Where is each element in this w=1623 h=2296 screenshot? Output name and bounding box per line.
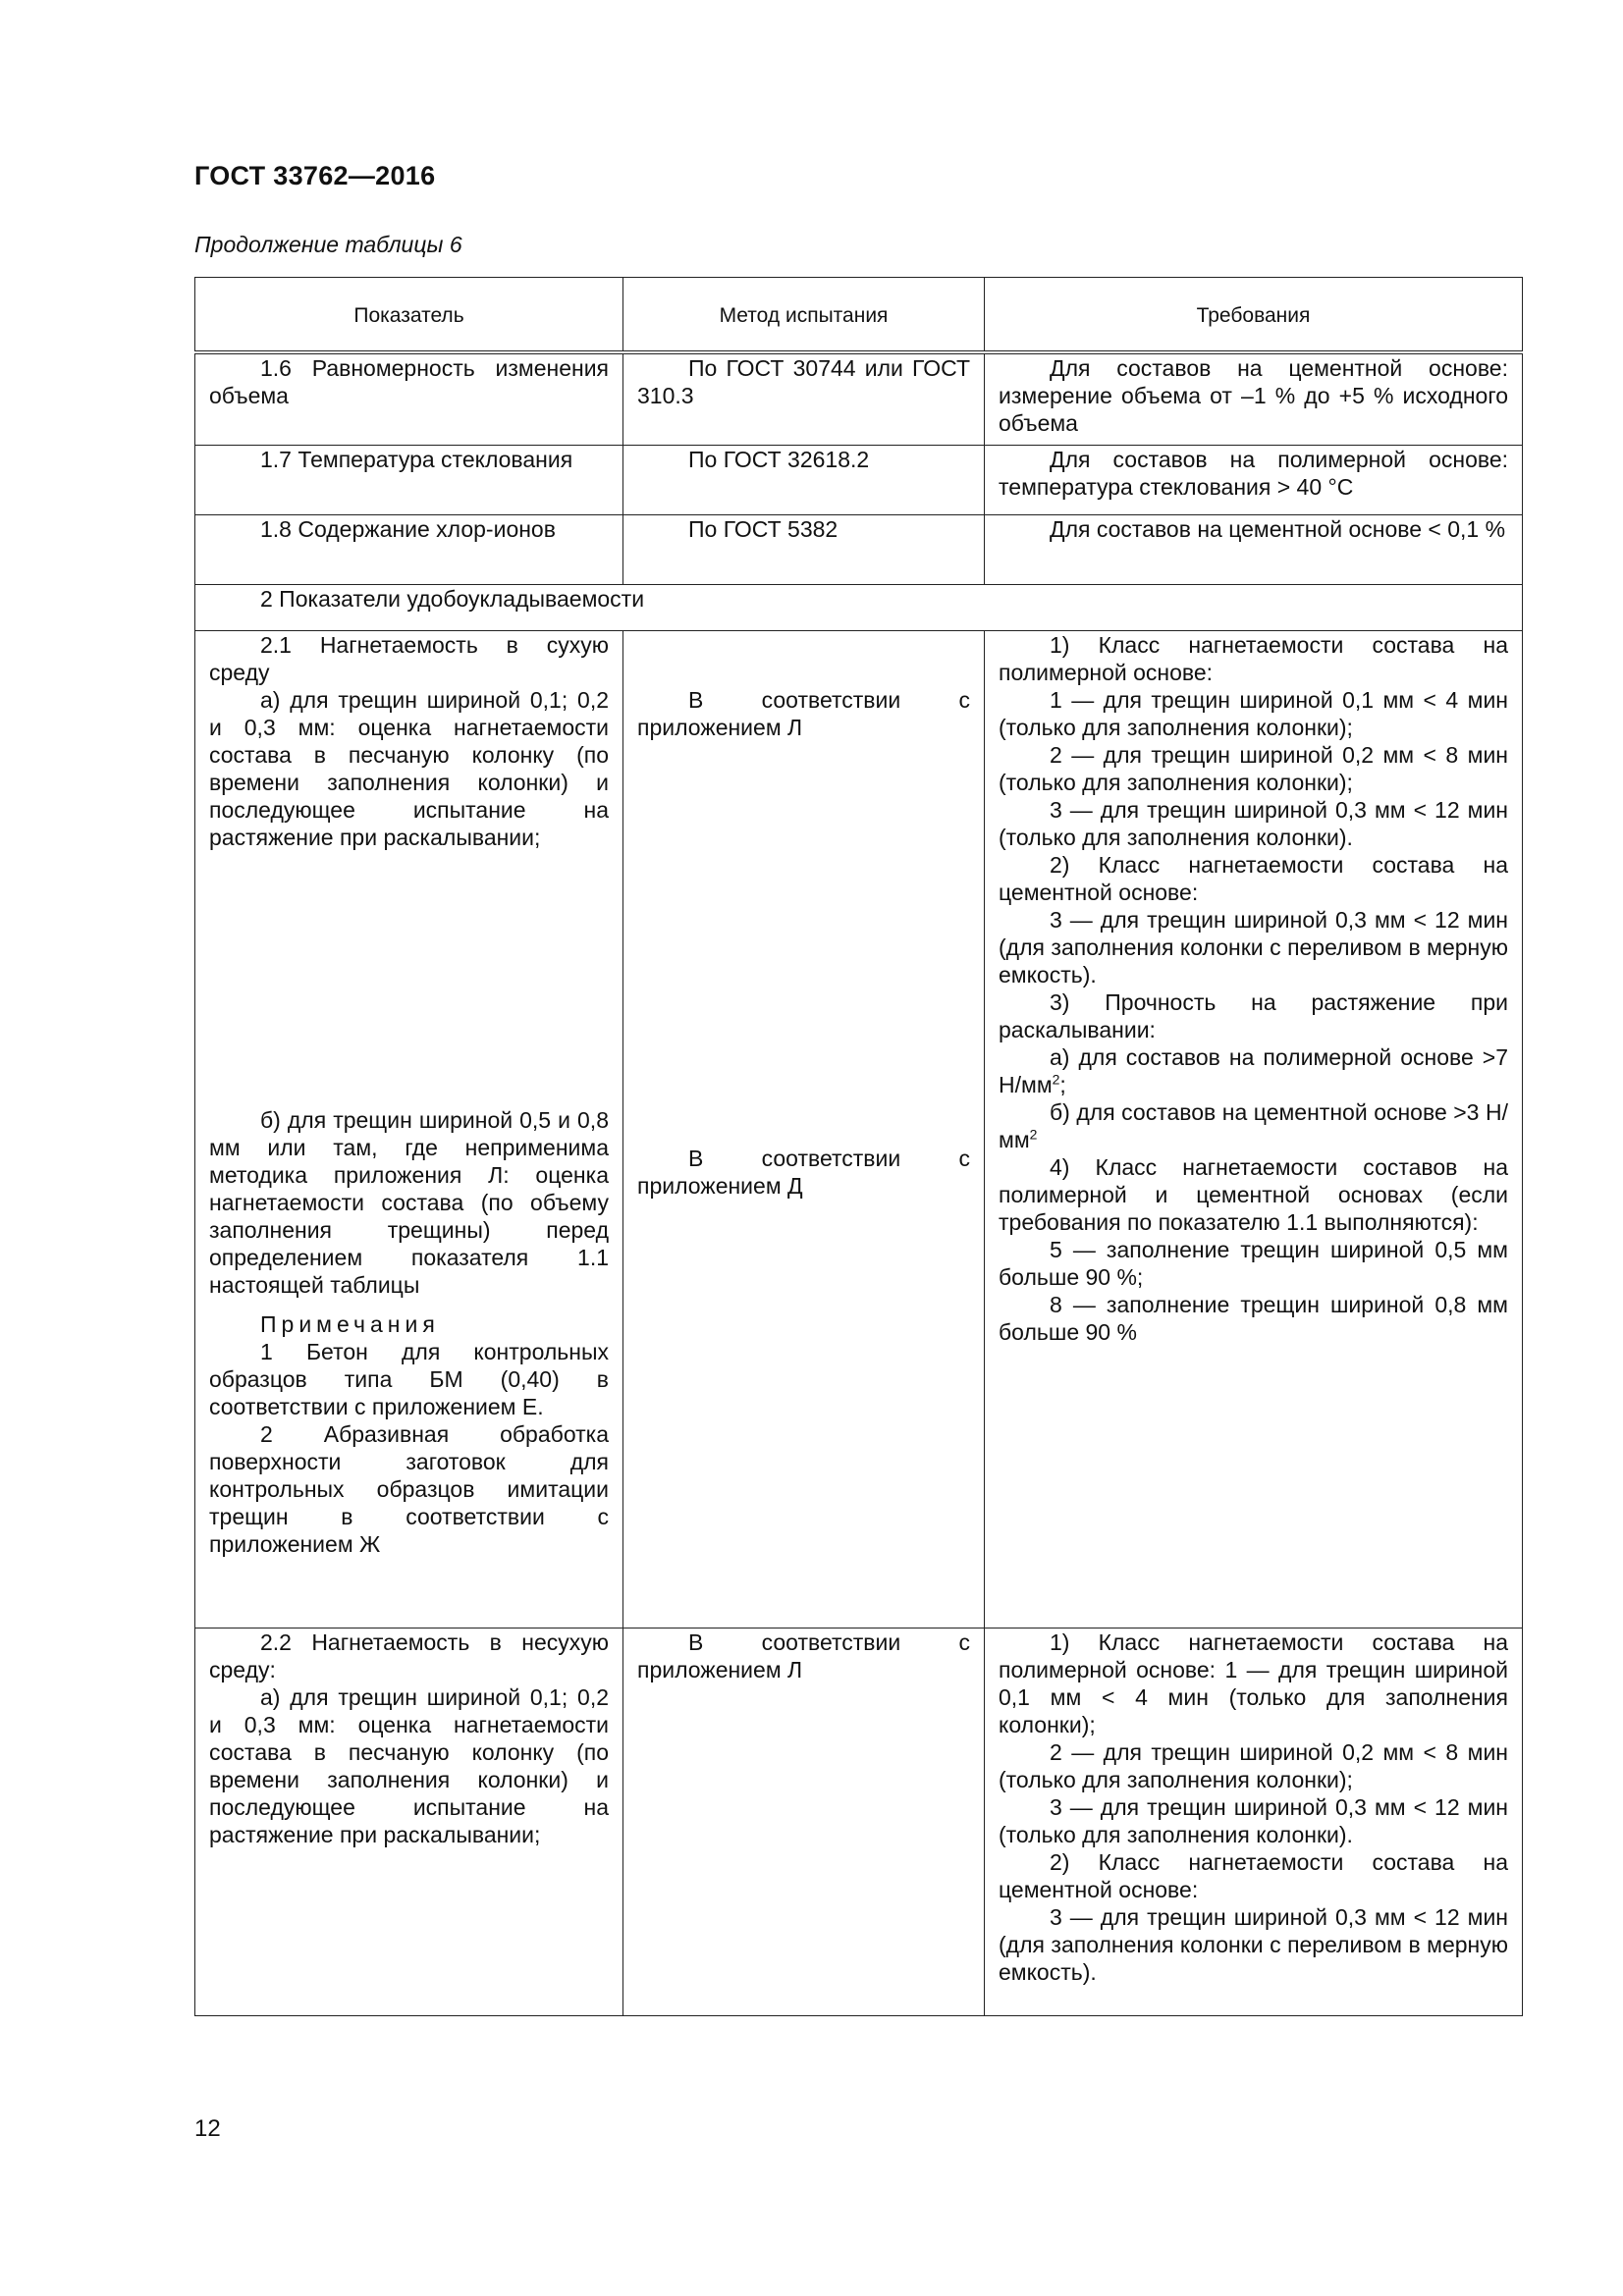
table-row: [195, 515, 1523, 585]
method-cell: По ГОСТ 5382: [688, 516, 839, 542]
requirement-cell: Для составов на полимерной основе: температура стеклования > 40 °С: [999, 447, 1508, 500]
indicator-item-a: а) для трещин шириной 0,1; 0,2 и 0,3 мм: оценка нагнетаемости состава в песчаную колонку (по времени заполнения колонки) и последующее испытание на растяжение при раскалывании;: [209, 687, 609, 850]
superscript: 2: [1052, 1071, 1060, 1088]
indicator-cell: 1.8 Содержание хлор-ионов: [260, 516, 556, 542]
indicator-cell: 1.6 Равномерность изменения объема: [209, 355, 609, 408]
method-cell: В соответствии с приложением Д: [637, 1146, 970, 1199]
note-item: 1 Бетон для контрольных образцов типа БМ (0,40) в соответствии с приложением Е.: [209, 1339, 609, 1419]
requirement-item: 1) Класс нагнетаемости состава на полимерной основе: 1 — для трещин шириной 0,1 мм < 4 мин (только для заполнения колонки);: [999, 1629, 1508, 1737]
table-row: [195, 446, 1523, 515]
requirement-item: 8 — заполнение трещин шириной 0,8 мм больше 90 %: [999, 1292, 1508, 1345]
indicator-item-b: б) для трещин шириной 0,5 и 0,8 мм или там, где неприменима методика приложения Л: оценка нагнетаемости состава (по объему заполнения трещины) перед определением показателя 1.1 настоящей таблицы: [209, 1107, 609, 1298]
requirement-item: [999, 1098, 1508, 1153]
table-row: [195, 631, 1523, 1629]
column-header-method: Метод испытания: [623, 278, 985, 353]
indicator-title: 2.1 Нагнетаемость в сухую среду: [209, 632, 609, 685]
requirement-item: 5 — заполнение трещин шириной 0,5 мм больше 90 %;: [999, 1237, 1508, 1290]
requirement-item: 3 — для трещин шириной 0,3 мм < 12 мин (для заполнения колонки с переливом в мерную емкость).: [999, 1904, 1508, 1985]
table-caption: Продолжение таблицы 6: [194, 232, 462, 257]
table-row: [195, 1629, 1523, 2016]
note-item: 2 Абразивная обработка поверхности заготовок для контрольных образцов имитации трещин в соответствии с приложением Ж: [209, 1421, 609, 1557]
indicator-cell: 1.7 Температура стеклования: [260, 447, 573, 472]
table-row: [195, 352, 1523, 446]
requirement-item: 3 — для трещин шириной 0,3 мм < 12 мин (только для заполнения колонки).: [999, 1794, 1508, 1847]
method-cell: По ГОСТ 30744 или ГОСТ 310.3: [637, 355, 970, 408]
indicator-item-a: а) для трещин шириной 0,1; 0,2 и 0,3 мм: оценка нагнетаемости состава в песчаную колонку (по времени заполнения колонки) и последующее испытание на растяжение при раскалывании;: [209, 1684, 609, 1847]
table-header-row: [195, 278, 1523, 353]
method-cell: По ГОСТ 32618.2: [688, 447, 870, 472]
requirement-text: ;: [1059, 1072, 1066, 1097]
section-row: [195, 585, 1523, 631]
method-cell: В соответствии с приложением Л: [637, 687, 970, 740]
requirement-item: 3 — для трещин шириной 0,3 мм < 12 мин (только для заполнения колонки).: [999, 797, 1508, 850]
requirement-item: [999, 1043, 1508, 1098]
requirements-table: [194, 277, 1523, 2016]
requirement-item: 2 — для трещин шириной 0,2 мм < 8 мин (только для заполнения колонки);: [999, 742, 1508, 795]
indicator-title: 2.2 Нагнетаемость в несухую среду:: [209, 1629, 609, 1682]
requirement-text: б) для составов на цементной основе >3 Н/мм: [999, 1099, 1508, 1152]
column-header-requirements: Требования: [985, 278, 1523, 353]
requirement-item: 2 — для трещин шириной 0,2 мм < 8 мин (только для заполнения колонки);: [999, 1739, 1508, 1792]
requirement-cell: Для составов на цементной основе: измерение объема от –1 % до +5 % исходного объема: [999, 355, 1508, 436]
requirement-cell: Для составов на цементной основе < 0,1 %: [1050, 516, 1506, 542]
document-header: ГОСТ 33762—2016: [194, 161, 436, 190]
requirement-item: 1 — для трещин шириной 0,1 мм < 4 мин (только для заполнения колонки);: [999, 687, 1508, 740]
notes-title: Примечания: [260, 1311, 440, 1337]
page-number: 12: [194, 2115, 221, 2142]
requirement-item: 2) Класс нагнетаемости состава на цементной основе:: [999, 852, 1508, 905]
column-header-indicator: Показатель: [195, 278, 623, 353]
section-title: 2 Показатели удобоукладываемости: [260, 586, 645, 612]
requirement-item: 3) Прочность на растяжение при раскалывании:: [999, 989, 1508, 1042]
requirement-item: 1) Класс нагнетаемости состава на полимерной основе:: [999, 632, 1508, 685]
method-cell: В соответствии с приложением Л: [637, 1629, 970, 1682]
superscript: 2: [1029, 1126, 1038, 1143]
requirement-item: 4) Класс нагнетаемости составов на полимерной и цементной основах (если требования по показателю 1.1 выполняются):: [999, 1154, 1508, 1235]
requirement-item: 3 — для трещин шириной 0,3 мм < 12 мин (для заполнения колонки с переливом в мерную емкость).: [999, 907, 1508, 988]
requirement-text: а) для составов на полимерной основе >7 Н/мм: [999, 1044, 1508, 1097]
requirement-item: 2) Класс нагнетаемости состава на цементной основе:: [999, 1849, 1508, 1902]
